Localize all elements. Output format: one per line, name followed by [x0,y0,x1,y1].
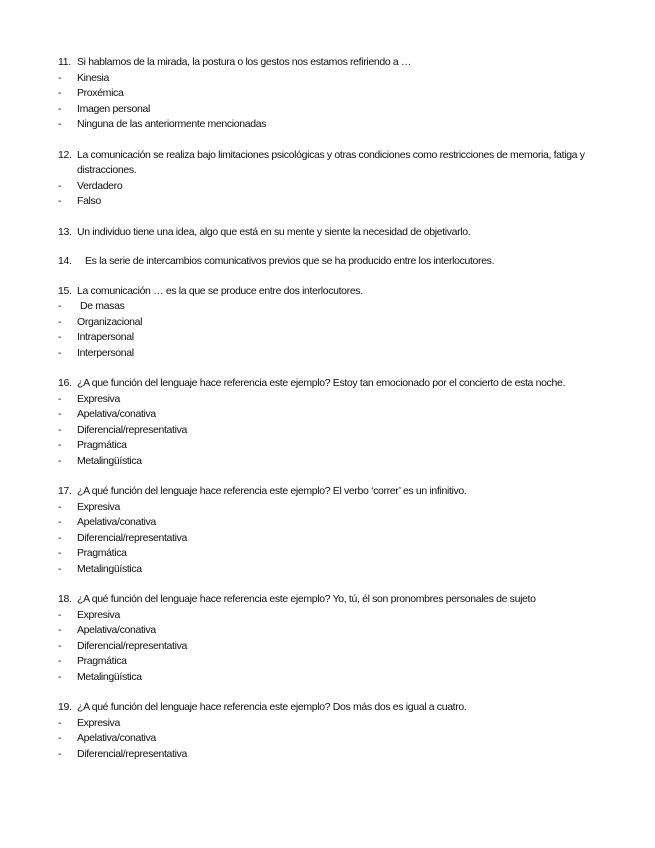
bullet-dash: - [58,547,62,559]
option-item [58,546,615,562]
bullet-dash: - [58,516,62,528]
question-19 [58,700,615,762]
bullet-dash: - [58,562,62,575]
question-text: ¿A qué función del lenguaje hace referencia este ejemplo? Dos más dos es igual a cuatro. [77,701,467,713]
bullet-dash: - [58,655,62,667]
option-text: Expresiva [77,500,120,513]
option-text: Expresiva [77,608,120,621]
option-item [58,102,615,118]
question-text: ¿A que función del lenguaje hace referencia este ejemplo? Estoy tan emocionado por el concierto de esta noche. [77,377,566,389]
bullet-dash: - [58,392,62,405]
option-item [58,299,615,315]
question-text: La comunicación se realiza bajo limitaciones psicológicas y otras condiciones como restricciones de memoria, fatiga y distracciones. [77,148,585,176]
option-item [58,117,615,133]
question-number: 18. [58,593,72,605]
question-text: La comunicación … es la que se produce entre dos interlocutores. [77,284,363,297]
bullet-dash: - [58,454,62,467]
option-item [58,639,615,655]
option-item [58,179,615,195]
option-text: Metalingüística [77,670,142,683]
option-text: Imagen personal [77,102,150,115]
option-text: Organizacional [77,315,143,328]
option-text: Pragmática [77,439,127,451]
bullet-dash: - [58,71,62,84]
bullet-dash: - [58,423,62,436]
bullet-dash: - [58,608,62,621]
option-item [58,194,615,210]
option-item [58,86,615,102]
bullet-dash: - [58,346,62,359]
question-text: Si hablamos de la mirada, la postura o los gestos nos estamos refiriendo a … [77,56,412,68]
question-number: 11. [58,56,71,68]
option-text: Ninguna de las anteriormente mencionadas [77,118,267,130]
option-text: Metalingüística [77,454,142,467]
option-item [58,531,615,547]
option-item [58,454,615,470]
question-11 [58,55,615,133]
question-number: 12. [58,148,72,161]
question-number: 15. [58,284,72,297]
option-item [58,608,615,624]
option-text: Pragmática [77,655,127,667]
question-number: 19. [58,701,72,713]
option-text: Diferencial/representativa [77,531,187,544]
option-text: Interpersonal [77,346,134,359]
option-item [58,330,615,346]
question-number: 16. [58,377,72,389]
bullet-dash: - [58,732,62,744]
question-number: 14. [58,255,72,267]
option-item [58,392,615,408]
question-12 [58,148,615,210]
bullet-dash: - [58,315,62,328]
option-item [58,515,615,531]
option-text: Apelativa/conativa [77,516,156,528]
bullet-dash: - [58,670,62,683]
option-item [58,423,615,439]
bullet-dash: - [58,500,62,513]
question-text: ¿A qué función del lenguaje hace referencia este ejemplo? Yo, tú, él son pronombres personales de sujeto [77,593,536,605]
question-text: ¿A qué función del lenguaje hace referencia este ejemplo? El verbo ‘correr’ es un infinitivo. [77,485,467,497]
option-item [58,623,615,639]
question-number: 17. [58,485,72,497]
question-14 [58,254,615,270]
question-18 [58,592,615,685]
option-item [58,407,615,423]
option-item [58,346,615,362]
option-text: Diferencial/representativa [77,747,187,760]
bullet-dash: - [58,439,62,451]
bullet-dash: - [58,87,62,99]
option-text: Expresiva [77,392,120,405]
bullet-dash: - [58,300,62,312]
option-item [58,654,615,670]
option-text: Verdadero [77,179,123,192]
option-text: Expresiva [77,716,120,729]
question-13 [58,225,615,241]
bullet-dash: - [58,747,62,760]
question-text: Un individuo tiene una idea, algo que está en su mente y siente la necesidad de objetivarlo. [77,225,471,238]
option-text: Kinesia [77,71,109,84]
question-17 [58,484,615,577]
bullet-dash: - [58,408,62,420]
bullet-dash: - [58,118,62,130]
option-item [58,315,615,331]
question-16 [58,376,615,469]
option-item [58,731,615,747]
option-text: De masas [80,300,125,312]
question-number: 13. [58,225,72,238]
option-text: Apelativa/conativa [77,732,156,744]
option-item [58,747,615,763]
question-15 [58,284,615,362]
option-item [58,670,615,686]
option-text: Pragmática [77,547,127,559]
bullet-dash: - [58,639,62,652]
bullet-dash: - [58,102,62,115]
option-item [58,716,615,732]
bullet-dash: - [58,331,62,343]
option-text: Proxémica [77,87,124,99]
bullet-dash: - [58,716,62,729]
option-text: Diferencial/representativa [77,423,187,436]
option-text: Diferencial/representativa [77,639,187,652]
option-item [58,562,615,578]
bullet-dash: - [58,624,62,636]
question-text: Es la serie de intercambios comunicativos previos que se ha producido entre los interlocutores. [85,255,495,267]
option-text: Intrapersonal [77,331,134,343]
bullet-dash: - [58,179,62,192]
bullet-dash: - [58,195,62,207]
option-text: Apelativa/conativa [77,408,156,420]
option-item [58,71,615,87]
option-item [58,500,615,516]
bullet-dash: - [58,531,62,544]
option-item [58,438,615,454]
option-text: Falso [77,195,101,207]
option-text: Metalingüística [77,562,142,575]
option-text: Apelativa/conativa [77,624,156,636]
